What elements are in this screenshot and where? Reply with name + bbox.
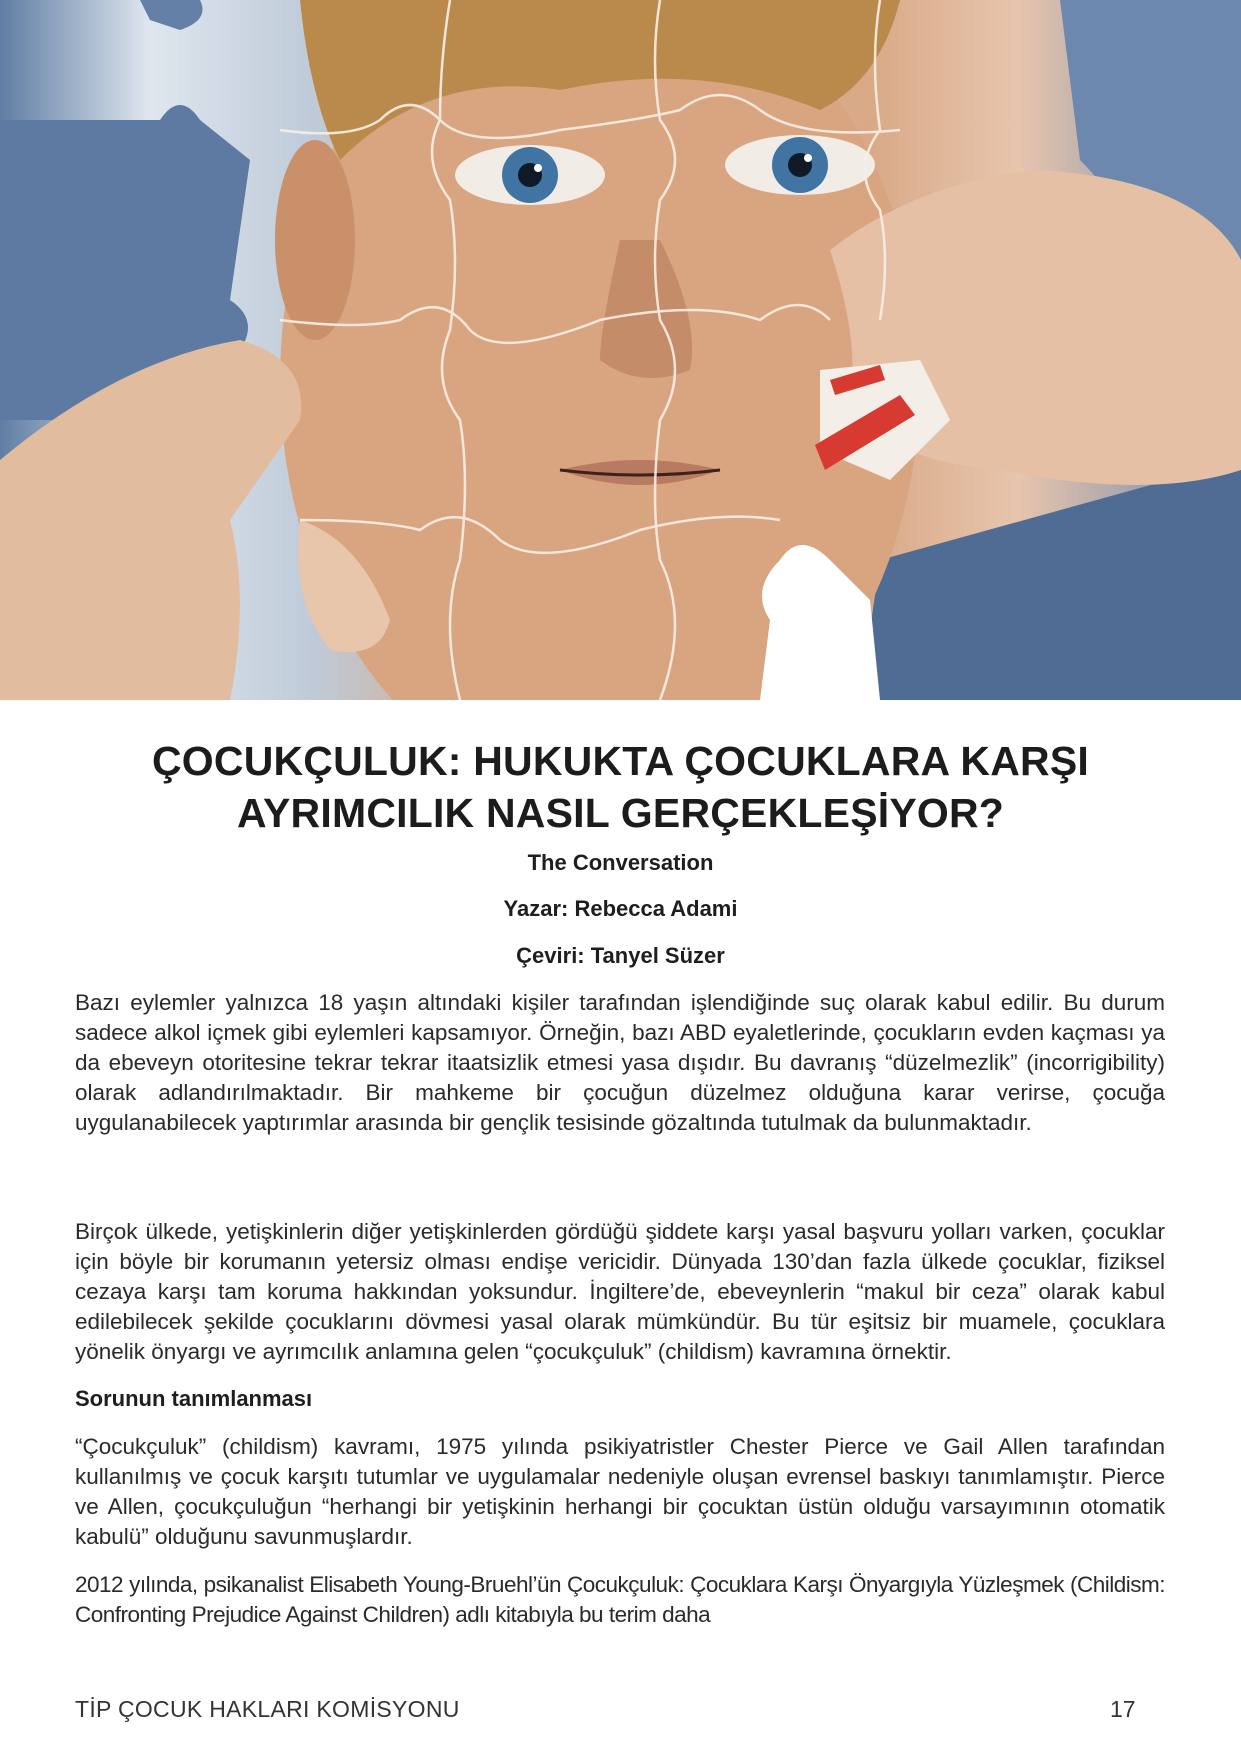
puzzle-face-illustration [0,0,1241,700]
article-author: Yazar: Rebecca Adami [503,896,738,921]
article-title: ÇOCUKÇULUK: HUKUKTA ÇOCUKLARA KARŞI AYRIMCILIK NASIL GERÇEKLEŞİYOR? [151,738,1089,836]
article-translator: Çeviri: Tanyel Süzer [516,943,725,968]
paragraph-childism-example: Birçok ülkede, yetişkinlerin diğer yetişkinlerden gördüğü şiddete karşı yasal başvuru yolları varken, çocuklar için böyle bir korumanın yetersiz olması endişe vericidir. Dünyada 130’dan fazla ülkede çocuklar, fiziksel cezaya karşı tam koruma hakkından yoksundur. İngiltere’de, ebeveynlerin “makul bir ceza” olarak kabul edilebilecek şekilde çocuklarını dövmesi yasal olarak mümkündür. Bu tür eşitsiz bir muamele, çocuklara yönelik önyargı ve ayrımcılık anlamına gelen “çocukçuluk” (childism) kavramına örnektir. [75,1219,1165,1364]
hero-illustration [0,0,1241,700]
footer-publisher: TİP ÇOCUK HAKLARI KOMİSYONU [75,1696,460,1722]
section-heading: Sorunun tanımlanması [75,1386,313,1411]
paragraph-definition: “Çocukçuluk” (childism) kavramı, 1975 yılında psikiyatristler Chester Pierce ve Gail Allen tarafından kullanılmış ve çocuk karşıtı tutumlar ve uygulamalar nedeniyle oluşan evrensel baskıyı tanımlamıştır. Pierce ve Allen, çocukçuluğun “herhangi bir yetişkinin herhangi bir çocuktan üstün olduğu varsayımının otomatik kabulü” olduğunu savunmuşlardır. [75,1434,1165,1549]
page-number: 17 [1110,1696,1136,1722]
paragraph-young-bruehl: 2012 yılında, psikanalist Elisabeth Young-Bruehl’ün Çocukçuluk: Çocuklara Karşı Önyargıyla Yüzleşmek (Childism: Confronting Prejudice Against Children) adlı kitabıyla bu terim daha [75,1572,1165,1627]
paragraph-intro: Bazı eylemler yalnızca 18 yaşın altındaki kişiler tarafından işlendiğinde suç olarak kabul edilir. Bu durum sadece alkol içmek gibi eylemleri kapsamıyor. Örneğin, bazı ABD eyaletlerinde, çocukların evden kaçması ya da ebeveyn otoritesine tekrar tekrar itaatsizlik etmesi yasa dışıdır. Bu davranış “düzelmezlik” (incorrigibility) olarak adlandırılmaktadır. Bir mahkeme bir çocuğun düzelmez olduğuna karar verirse, çocuğa uygulanabilecek yaptırımlar arasında bir gençlik tesisinde gözaltında tutulmak da bulunmaktadır. [75,990,1165,1135]
article-source: The Conversation [527,850,714,875]
